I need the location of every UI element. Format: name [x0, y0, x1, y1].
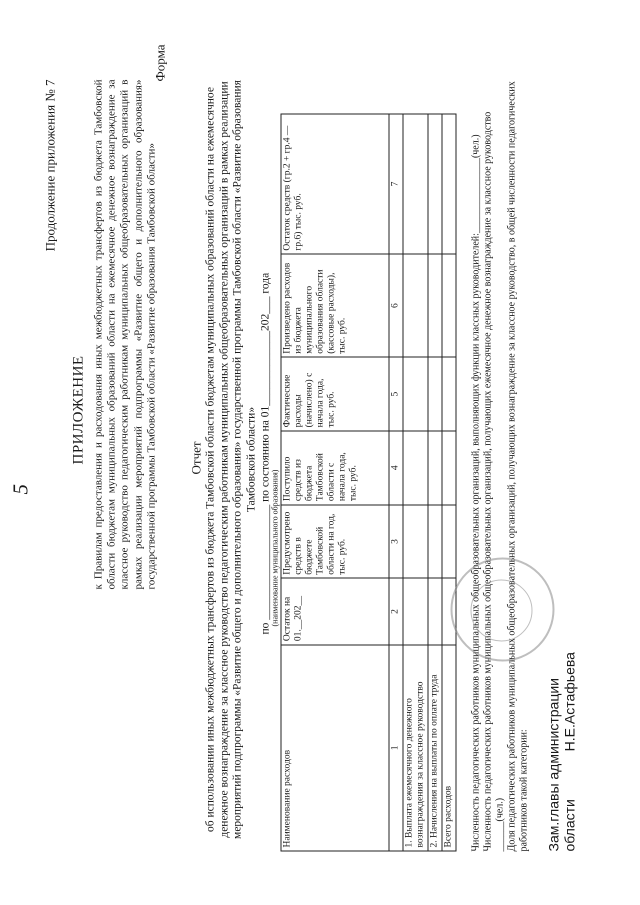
- header-cell: Остаток на 01.__202__: [281, 578, 389, 644]
- signature-block: [546, 652, 578, 851]
- report-period: по ____________________ по состоянию на 01_____________202___ года: [259, 272, 272, 635]
- document-page: [1, 15, 611, 890]
- table-cell: [403, 431, 428, 505]
- report-title: Отчет: [188, 441, 204, 475]
- column-number-row: [389, 114, 403, 851]
- table-cell: [403, 114, 428, 254]
- table-cell: [403, 505, 428, 579]
- header-cell: Остаток средств (гр.2 + гр.4 — гр.6) тыс. руб.: [281, 114, 389, 254]
- table-cell: [428, 114, 442, 254]
- seal-inner-ring: [471, 580, 533, 642]
- table-cell: [428, 578, 442, 644]
- appendix-description: к Правилам предоставления и расходования иных межбюджетных трансфертов из бюджета Тамбовской области бюджетам муниципальных образований области на ежемесячное денежное вознаграждение за классное руководство педагогическим работникам муниципальных общеобразовательных организаций в рамках реализации мероприятий подпрограммы «Развитие общего и дополнительного образования» государственной программы Тамбовской области «Развитие образования Тамбовской области»: [92, 79, 158, 590]
- table-cell: [428, 357, 442, 431]
- column-number: 5: [389, 357, 403, 431]
- table-row: [428, 114, 442, 851]
- appendix-title: ПРИЛОЖЕНИЕ: [70, 355, 87, 465]
- page-number: 5: [8, 484, 33, 495]
- table-cell: [442, 431, 456, 505]
- column-number: 7: [389, 114, 403, 254]
- table-cell: [403, 357, 428, 431]
- header-cell: Наименование расходов: [281, 645, 389, 851]
- table-row: [403, 114, 428, 851]
- signature-line: [562, 652, 578, 851]
- header-cell: Предусмотрено средств в бюджете Тамбовской области на год, тыс. руб.: [281, 505, 389, 579]
- table-cell: [442, 114, 456, 254]
- table-header-row: [281, 114, 389, 851]
- row-label: 1. Выплата ежемесячного денежного вознаграждения за классное руководство: [403, 645, 428, 851]
- signature-title: Зам.главы администрации: [545, 678, 562, 852]
- header-cell: Поступило средств из бюджета Тамбовской области с начала года, тыс. руб.: [281, 431, 389, 505]
- header-cell: Фактические расходы (начислено) с начала года, тыс. руб.: [281, 357, 389, 431]
- table-cell: [428, 431, 442, 505]
- row-label: 2. Начисления на выплаты по оплате труда: [428, 645, 442, 851]
- signatory-name: Н.Е.Астафьева: [561, 652, 578, 752]
- footer-line: Численность педагогических работников муниципальных общеобразовательных организаций, выполняющих функции классных руководителей:_______________(чел.): [470, 134, 482, 852]
- municipality-caption: (наименование муниципального образования): [270, 469, 280, 627]
- table-cell: [442, 357, 456, 431]
- table-row: [442, 114, 456, 851]
- column-number: 6: [389, 254, 403, 357]
- official-seal: [451, 558, 555, 662]
- table-cell: [428, 254, 442, 357]
- table-cell: [403, 254, 428, 357]
- footer-line: Численность педагогических работников муниципальных общеобразовательных организаций, получающих ежемесячное денежное вознаграждение за классное руководство ______(чел.): [482, 111, 505, 852]
- continuation-note: Продолжение приложения № 7: [42, 79, 58, 252]
- report-subtitle: об использовании иных межбюджетных трансфертов из бюджета Тамбовской области бюджетам муниципальных образований области на ежемесячное денежное вознаграждение за классное руководство педагогическим работникам муниципальных общеобразовательных организаций в рамках реализации мероприятий подпрограммы «Развитие общего и дополнительного образования» государственной программы Тамбовской области «Развитие образования Тамбовской области»: [204, 80, 258, 839]
- table-cell: [442, 254, 456, 357]
- column-number: 4: [389, 431, 403, 505]
- header-cell: Произведено расходов из бюджета муниципального образования области (кассовые расходы), тыс. руб.: [281, 254, 389, 357]
- form-label: Форма: [152, 44, 168, 82]
- footer-line: Доля педагогических работников муниципальных общеобразовательных организаций, получающих вознаграждение за классное руководство, в общей численности педагогических работников такой категории:: [506, 81, 529, 852]
- report-table: [281, 114, 457, 852]
- table-cell: [442, 505, 456, 579]
- signature-title: области: [561, 799, 578, 852]
- table-cell: [403, 578, 428, 644]
- column-number: 1: [389, 645, 403, 851]
- column-number: 2: [389, 578, 403, 644]
- column-number: 3: [389, 505, 403, 579]
- table-cell: [428, 505, 442, 579]
- row-label: Всего расходов: [442, 645, 456, 851]
